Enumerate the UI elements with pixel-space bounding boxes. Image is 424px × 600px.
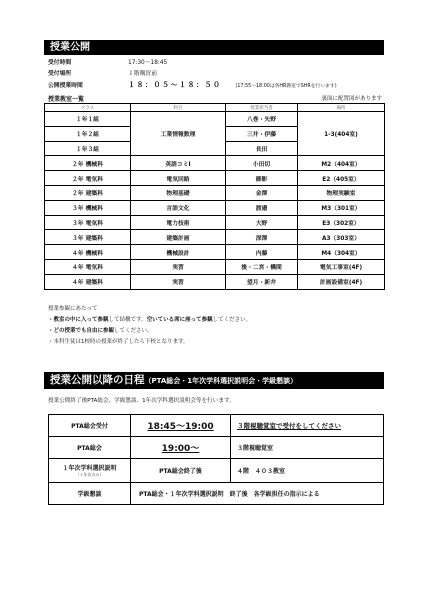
class-schedule-table — [44, 103, 385, 290]
table-row: ２年 建築科 物理基礎 金澤 物理実験室 — [45, 185, 385, 200]
table-row: ３年 建築科 建築計画 深澤 A3（303室） — [45, 230, 385, 245]
section-title-open-class: 授業公開 — [44, 40, 384, 55]
table-row: ３年 機械科 言語文化 渡邉 M3（301室） — [45, 200, 385, 215]
table-row: PTA総会受付 18:45～19:00 ３階視聴覚室で受付をしてください — [49, 415, 384, 437]
table-row: １年１組 工業情報数理 八巻・矢野 1-3(404室) — [45, 112, 385, 127]
header-place: 場所 — [298, 104, 385, 112]
table-row: PTA総会 19:00～ ３階視聴覚室 — [49, 437, 384, 459]
table-row: ２年 機械科 英語コミⅠ 小田切 M2（404室） — [45, 156, 385, 171]
after-schedule-note: 授業公開終了後PTA総会、学級懇談、1年次学科選択説明会等を行います。 — [48, 398, 235, 404]
header-teacher: 授業担当者 — [226, 104, 298, 112]
info-row-reception-place: 受付場所 １階購買前 — [48, 71, 157, 77]
remark-line: ・どの授業でも自由に参観してください。 — [48, 328, 153, 334]
remarks-heading: 授業参観にあたって — [48, 306, 98, 312]
section-title-after-schedule: 授業公開以降の日程（PTA総会・1年次学科選択説明会・学級懇談） — [44, 372, 384, 389]
visit-remarks — [48, 304, 251, 348]
room-list-note: 裏面に配置図があります — [321, 96, 382, 102]
table-header-row — [45, 104, 385, 112]
header-class: クラス — [45, 104, 131, 112]
table-row: 学級懇談 PTA総会・１年次学科選択説明 終了後 各学級担任の指示による — [49, 483, 384, 505]
table-row: ４年 電気科 実習 後・二宮・橋間 電気工事室(4F) — [45, 259, 385, 274]
table-row: １年次学科選択説明 （１年次のみ） PTA総会終了後 ４階 ４０３教室 — [49, 459, 384, 483]
table-row: ４年 機械科 機械設計 内藤 M4（304室） — [45, 245, 385, 260]
remark-line: ・教室の中に入って参観して結構です。空いている席に座って参観してください。 — [48, 317, 252, 323]
room-list-title: 授業教室一覧 — [48, 96, 85, 103]
table-row: ２年 電気科 電気回路 御影 E2（405室） — [45, 171, 385, 186]
header-subject: 科目 — [131, 104, 226, 112]
remark-line: ・本科生徒は1校時の授業が終了したら下校となります。 — [48, 339, 189, 345]
after-schedule-table — [48, 414, 384, 505]
table-row: １年２組 三井・伊藤 — [45, 126, 385, 141]
table-row: ３年 電気科 電力技術 大野 E3（302室） — [45, 215, 385, 230]
table-row: １年３組 長田 — [45, 141, 385, 156]
info-row-reception-time: 受付時間 17:30～18:45 — [48, 60, 168, 66]
table-row: ４年 建築科 実習 望月・新井 計画設備室(4F) — [45, 274, 385, 289]
info-row-class-time: 公開授業時間 １８：０５～１８：５０ (17:55～18:00は各HR教室でSHRを行います) — [48, 81, 337, 89]
